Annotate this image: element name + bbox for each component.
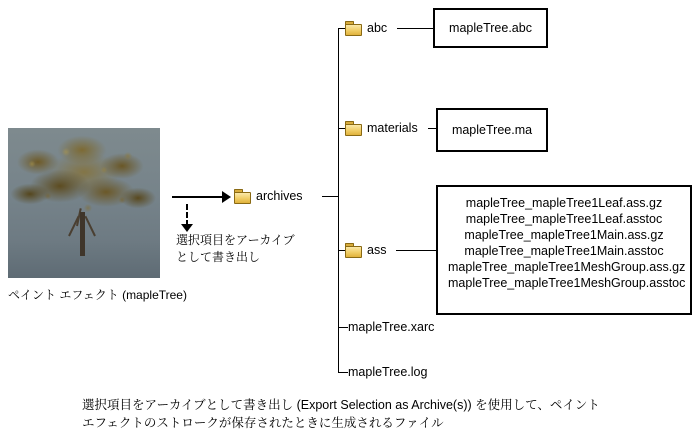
box-materials-line: mapleTree.ma <box>451 123 533 137</box>
arrow-line <box>172 196 224 198</box>
connector-root-horizontal <box>322 196 338 197</box>
connector-abc-to-box <box>397 28 433 29</box>
arrow-head-icon <box>222 191 231 203</box>
node-xarc-file[interactable] <box>348 320 434 334</box>
node-xarc-label: mapleTree.xarc <box>348 320 435 334</box>
figure-caption-line2: エフェクトのストロークが保存されたときに生成されるファイル <box>82 416 444 430</box>
connector-branch <box>338 327 348 328</box>
box-abc-line: mapleTree.abc <box>449 21 532 35</box>
box-ass-contents <box>436 185 692 315</box>
box-ass-line: mapleTree_mapleTree1Leaf.asstoc <box>465 212 663 226</box>
node-log-file[interactable] <box>348 365 427 379</box>
folder-icon <box>345 121 362 135</box>
dashed-arrow-head-icon <box>181 224 193 232</box>
export-annotation-label: 選択項目をアーカイブとして書き出し <box>176 233 295 264</box>
folder-icon <box>234 189 251 203</box>
node-ass-label: ass <box>367 243 387 257</box>
connector-spine <box>338 28 339 372</box>
node-archives-label: archives <box>256 189 303 203</box>
connector-materials-to-box <box>428 128 436 129</box>
node-archives[interactable] <box>234 189 303 203</box>
node-materials-label: materials <box>367 121 418 135</box>
node-log-label: mapleTree.log <box>348 365 428 379</box>
box-abc-contents <box>433 8 548 48</box>
node-materials[interactable] <box>345 121 418 135</box>
box-ass-line: mapleTree_mapleTree1Main.asstoc <box>464 244 664 258</box>
connector-ass-to-box <box>396 250 436 251</box>
box-ass-line: mapleTree_mapleTree1Leaf.ass.gz <box>465 196 663 210</box>
tree-thumbnail <box>8 128 160 278</box>
figure-caption <box>82 396 682 432</box>
dashed-connector <box>186 204 188 226</box>
node-ass[interactable] <box>345 243 386 257</box>
node-abc[interactable] <box>345 21 387 35</box>
box-ass-line: mapleTree_mapleTree1Main.ass.gz <box>464 228 664 242</box>
thumbnail-trunk <box>80 212 85 256</box>
node-abc-label: abc <box>367 21 388 35</box>
box-ass-line: mapleTree_mapleTree1MeshGroup.ass.gz <box>448 260 686 274</box>
box-ass-line: mapleTree_mapleTree1MeshGroup.asstoc <box>448 276 686 290</box>
connector-branch <box>338 372 348 373</box>
figure-caption-line1: 選択項目をアーカイブとして書き出し (Export Selection as Archive(s)) を使用して、ペイント <box>82 398 600 412</box>
tree-thumbnail-caption: ペイント エフェクト (mapleTree) <box>8 288 187 302</box>
folder-icon <box>345 21 362 35</box>
box-materials-contents <box>436 108 548 152</box>
folder-icon <box>345 243 362 257</box>
